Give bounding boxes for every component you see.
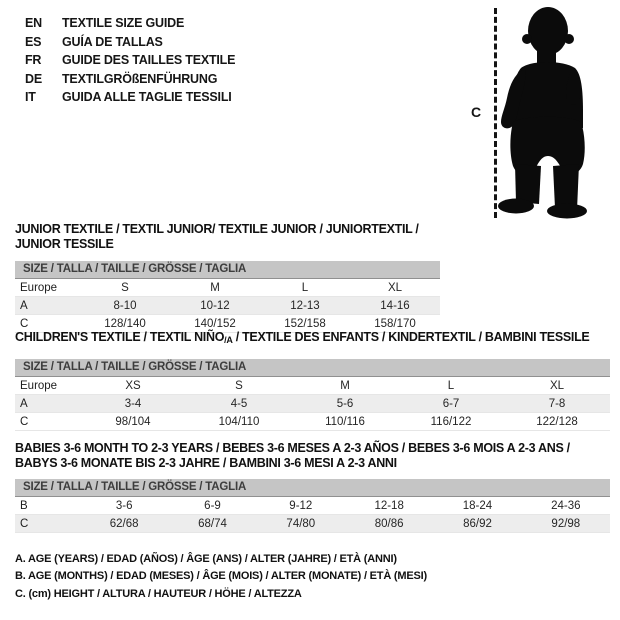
babies-size-table	[15, 497, 610, 533]
age-cell: 9-12	[257, 497, 345, 515]
lang-title: TEXTILGRÖßENFÜHRUNG	[62, 71, 218, 86]
childrens-size-table	[15, 377, 610, 431]
lang-code: FR	[25, 53, 42, 68]
height-cell: 74/80	[257, 515, 345, 533]
height-cell: 128/140	[80, 315, 170, 333]
height-cell: 68/74	[168, 515, 256, 533]
lang-row-it	[25, 88, 235, 107]
age-cell: 4-5	[186, 395, 292, 413]
lang-row-fr	[25, 51, 235, 70]
row-label: A	[15, 297, 80, 315]
junior-size-table	[15, 279, 440, 333]
size-cell: L	[398, 377, 504, 395]
age-cell: 24-36	[522, 497, 610, 515]
height-cell: 80/86	[345, 515, 433, 533]
size-cell: L	[260, 279, 350, 297]
age-cell: 5-6	[292, 395, 398, 413]
table-row	[15, 413, 610, 431]
lang-row-es	[25, 33, 235, 52]
title-text: / TEXTILE DES ENFANTS / KINDERTEXTIL / BAMBINI TESSILE	[232, 330, 590, 344]
childrens-section-title	[15, 330, 610, 348]
age-cell: 14-16	[350, 297, 440, 315]
age-cell: 3-4	[80, 395, 186, 413]
language-title-list	[25, 14, 235, 107]
height-cell: 92/98	[522, 515, 610, 533]
table-row	[15, 515, 610, 533]
lang-row-en	[25, 14, 235, 33]
row-label: C	[15, 515, 80, 533]
table-row	[15, 297, 440, 315]
title-line-2: BABYS 3-6 MONATE BIS 2-3 JAHRE / BAMBINI 3-6 MESI A 2-3 ANNI	[15, 456, 397, 470]
lang-code: IT	[25, 90, 36, 105]
height-cell: 98/104	[80, 413, 186, 431]
lang-title: GUIDE DES TAILLES TEXTILE	[62, 53, 236, 68]
junior-section-title: JUNIOR TEXTILE / TEXTIL JUNIOR/ TEXTILE JUNIOR / JUNIORTEXTIL / JUNIOR TESSILE	[15, 222, 419, 251]
age-cell: 18-24	[433, 497, 521, 515]
child-height-figure	[462, 0, 620, 225]
age-cell: 6-7	[398, 395, 504, 413]
childrens-textile-section	[15, 330, 610, 431]
size-cell: M	[170, 279, 260, 297]
legend-line-b: B. AGE (MONTHS) / EDAD (MESES) / ÂGE (MOIS) / ALTER (MONATE) / ETÀ (MESI)	[15, 570, 427, 583]
size-header-bar: SIZE / TALLA / TAILLE / GRÖSSE / TAGLIA	[15, 359, 610, 377]
legend	[15, 551, 427, 603]
size-cell: S	[186, 377, 292, 395]
lang-code: ES	[25, 34, 42, 49]
age-cell: 12-13	[260, 297, 350, 315]
row-label: A	[15, 395, 80, 413]
table-row	[15, 377, 610, 395]
height-cell: 110/116	[292, 413, 398, 431]
size-cell: XS	[80, 377, 186, 395]
size-cell: XL	[350, 279, 440, 297]
row-label: C	[15, 315, 80, 333]
table-row	[15, 279, 440, 297]
table-row	[15, 395, 610, 413]
lang-title: TEXTILE SIZE GUIDE	[62, 16, 185, 30]
legend-line-c: C. (cm) HEIGHT / ALTURA / HAUTEUR / HÖHE / ALTEZZA	[15, 587, 302, 600]
title-text: CHILDREN'S TEXTILE / TEXTIL NIÑO	[15, 330, 225, 344]
height-cell: 122/128	[504, 413, 610, 431]
babies-section-title	[15, 441, 610, 471]
height-cell: 62/68	[80, 515, 168, 533]
size-header-bar: SIZE / TALLA / TAILLE / GRÖSSE / TAGLIA	[15, 479, 610, 497]
height-cell: 116/122	[398, 413, 504, 431]
size-cell: S	[80, 279, 170, 297]
toddler-silhouette-icon	[495, 0, 620, 225]
row-label: B	[15, 497, 80, 515]
table-row	[15, 497, 610, 515]
height-cell: 86/92	[433, 515, 521, 533]
age-cell: 10-12	[170, 297, 260, 315]
row-label: C	[15, 413, 80, 431]
size-cell: M	[292, 377, 398, 395]
junior-textile-section	[15, 222, 440, 333]
row-label: Europe	[15, 279, 80, 297]
title-subscript: /A	[224, 335, 233, 345]
height-cell: 152/158	[260, 315, 350, 333]
size-header-bar: SIZE / TALLA / TAILLE / GRÖSSE / TAGLIA	[15, 261, 440, 279]
lang-title: GUÍA DE TALLAS	[62, 34, 163, 49]
age-cell: 7-8	[504, 395, 610, 413]
size-cell: XL	[504, 377, 610, 395]
age-cell: 3-6	[80, 497, 168, 515]
lang-code: EN	[25, 16, 42, 30]
age-cell: 6-9	[168, 497, 256, 515]
height-cell: 104/110	[186, 413, 292, 431]
lang-title: GUIDA ALLE TAGLIE TESSILI	[62, 90, 232, 105]
title-line-1: BABIES 3-6 MONTH TO 2-3 YEARS / BEBES 3-6 MESES A 2-3 AÑOS / BEBES 3-6 MOIS A 2-3 ANS /	[15, 441, 570, 455]
age-cell: 12-18	[345, 497, 433, 515]
height-measure-label: C	[471, 104, 482, 120]
babies-textile-section	[15, 441, 610, 533]
height-cell: 140/152	[170, 315, 260, 333]
height-cell: 158/170	[350, 315, 440, 333]
lang-code: DE	[25, 71, 42, 86]
row-label: Europe	[15, 377, 80, 395]
age-cell: 8-10	[80, 297, 170, 315]
lang-row-de	[25, 70, 235, 89]
legend-line-a: A. AGE (YEARS) / EDAD (AÑOS) / ÂGE (ANS) / ALTER (JAHRE) / ETÀ (ANNI)	[15, 553, 397, 565]
